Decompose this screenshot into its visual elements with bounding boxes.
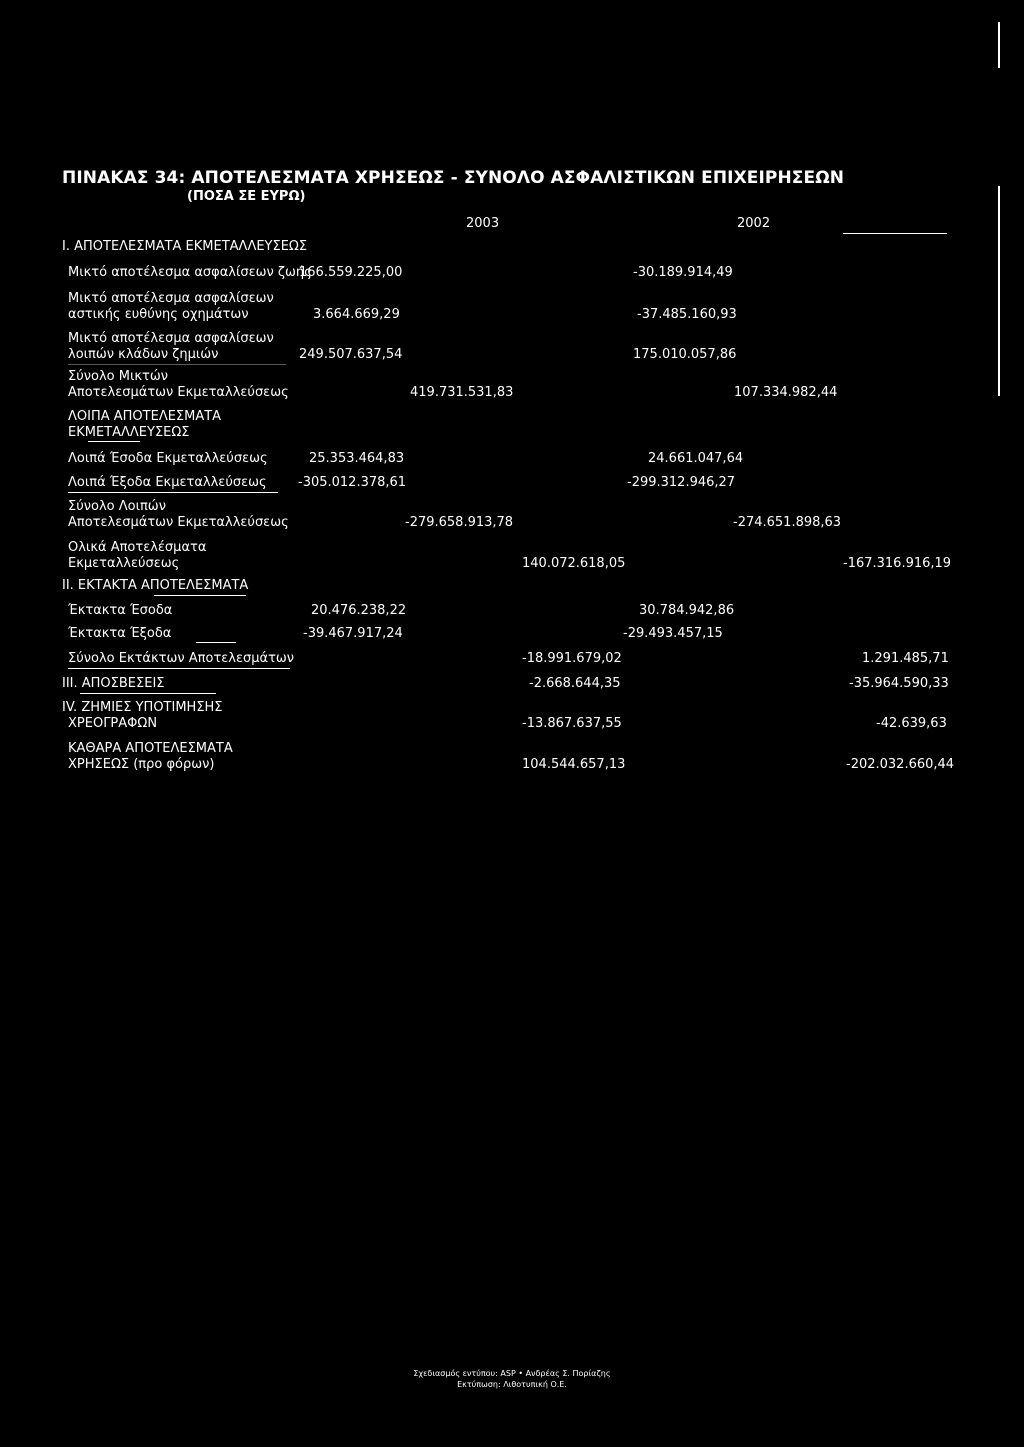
row-other-branches-2003: 249.507.637,54 <box>299 347 403 362</box>
row-total-operating-label-1: Ολικά Αποτελέσματα <box>68 540 207 555</box>
row-impairment-label-2: ΧΡΕΟΓΡΑΦΩΝ <box>68 716 158 731</box>
row-depreciation-2003: -2.668.644,35 <box>529 676 621 691</box>
year-2003-header: 2003 <box>466 216 500 231</box>
row-underline <box>196 642 236 643</box>
row-other-expenses-label: Λοιπά Έξοδα Εκμεταλλεύσεως <box>68 475 267 490</box>
row-other-branches-2002: 175.010.057,86 <box>633 347 737 362</box>
row-depreciation-2002: -35.964.590,33 <box>849 676 949 691</box>
row-underline <box>68 668 290 669</box>
row-total-mixed-2002: 107.334.982,44 <box>734 385 838 400</box>
row-total-extra-label: Σύνολο Εκτάκτων Αποτελεσμάτων <box>68 651 295 666</box>
row-divider <box>68 364 286 365</box>
row-impairment-2003: -13.867.637,55 <box>522 716 622 731</box>
row-total-extra-2003: -18.991.679,02 <box>522 651 622 666</box>
row-extra-expenses-label: Έκτακτα Έξοδα <box>68 626 172 641</box>
row-total-other-label-1: Σύνολο Λοιπών <box>68 499 166 514</box>
row-other-branches-label-2: λοιπών κλάδων ζημιών <box>68 347 219 362</box>
row-motor-2002: -37.485.160,93 <box>637 307 737 322</box>
row-net-results-label-1: ΚΑΘΑΡΑ ΑΠΟΤΕΛΕΣΜΑΤΑ <box>68 741 233 756</box>
page-title: ΠΙΝΑΚΑΣ 34: ΑΠΟΤΕΛΕΣΜΑΤΑ ΧΡΗΣΕΩΣ - ΣΥΝΟΛΟ ΑΣΦΑΛΙΣΤΙΚΩΝ ΕΠΙΧΕΙΡΗΣΕΩΝ <box>62 168 845 188</box>
row-net-results-2002: -202.032.660,44 <box>846 757 955 772</box>
section-1-heading: I. ΑΠΟΤΕΛΕΣΜΑΤΑ ΕΚΜΕΤΑΛΛΕΥΣΕΩΣ <box>62 239 308 254</box>
row-underline <box>68 492 278 493</box>
row-total-mixed-label-1: Σύνολο Μικτών <box>68 369 168 384</box>
row-total-other-2003: -279.658.913,78 <box>405 515 514 530</box>
row-extra-income-label: Έκτακτα Έσοδα <box>68 603 173 618</box>
row-other-branches-label-1: Μικτό αποτέλεσμα ασφαλίσεων <box>68 331 274 346</box>
row-motor-label-2: αστικής ευθύνης οχημάτων <box>68 307 249 322</box>
row-extra-income-2002: 30.784.942,86 <box>639 603 735 618</box>
header-divider <box>843 233 947 234</box>
row-motor-2003: 3.664.669,29 <box>313 307 400 322</box>
row-other-income-2002: 24.661.047,64 <box>648 451 744 466</box>
row-other-income-label: Λοιπά Έσοδα Εκμεταλλεύσεως <box>68 451 268 466</box>
print-credits <box>362 1368 662 1390</box>
row-motor-label-1: Μικτό αποτέλεσμα ασφαλίσεων <box>68 291 274 306</box>
page-subtitle: (ΠΟΣΑ ΣΕ ΕΥΡΩ) <box>187 189 306 204</box>
row-extra-income-2003: 20.476.238,22 <box>311 603 407 618</box>
section-2-heading: II. ΕΚΤΑΚΤΑ ΑΠΟΤΕΛΕΣΜΑΤΑ <box>62 578 249 593</box>
row-total-operating-2002: -167.316.916,19 <box>843 556 952 571</box>
row-impairment-label-1: IV. ΖΗΜΙΕΣ ΥΠΟΤΙΜΗΣΗΣ <box>62 700 223 715</box>
section-2-underline <box>154 595 246 596</box>
row-impairment-2002: -42.639,63 <box>876 716 947 731</box>
row-net-results-2003: 104.544.657,13 <box>522 757 626 772</box>
row-total-operating-2003: 140.072.618,05 <box>522 556 626 571</box>
row-total-mixed-2003: 419.731.531,83 <box>410 385 514 400</box>
row-total-mixed-label-2: Αποτελεσμάτων Εκμεταλλεύσεως <box>68 385 289 400</box>
edge-mark-side <box>998 186 1000 396</box>
row-total-other-2002: -274.651.898,63 <box>733 515 842 530</box>
heading-underline <box>88 441 140 442</box>
row-other-income-2003: 25.353.464,83 <box>309 451 405 466</box>
edge-mark-top <box>998 22 1000 68</box>
row-life-label: Μικτό αποτέλεσμα ασφαλίσεων ζωής <box>68 265 312 280</box>
row-life-2003: 166.559.225,00 <box>299 265 403 280</box>
other-results-heading-2: ΕΚΜΕΤΑΛΛΕΥΣΕΩΣ <box>68 425 190 440</box>
row-extra-expenses-2003: -39.467.917,24 <box>303 626 403 641</box>
row-life-2002: -30.189.914,49 <box>633 265 733 280</box>
row-other-expenses-2002: -299.312.946,27 <box>627 475 736 490</box>
row-other-expenses-2003: -305.012.378,61 <box>298 475 407 490</box>
row-total-extra-2002: 1.291.485,71 <box>862 651 949 666</box>
other-results-heading-1: ΛΟΙΠΑ ΑΠΟΤΕΛΕΣΜΑΤΑ <box>68 409 222 424</box>
row-total-other-label-2: Αποτελεσμάτων Εκμεταλλεύσεως <box>68 515 289 530</box>
row-underline <box>80 693 216 694</box>
row-total-operating-label-2: Εκμεταλλεύσεως <box>68 556 180 571</box>
print-credits-design: Σχεδιασμός εντύπου: ASP • Ανδρέας Σ. Πορίαζης <box>413 1369 611 1378</box>
year-2002-header: 2002 <box>737 216 771 231</box>
print-credits-printing: Εκτύπωση: Λιθοτυπική Ο.Ε. <box>457 1380 567 1389</box>
row-depreciation-label: III. ΑΠΟΣΒΕΣΕΙΣ <box>62 676 165 691</box>
row-net-results-label-2: ΧΡΗΣΕΩΣ (προ φόρων) <box>68 757 215 772</box>
row-extra-expenses-2002: -29.493.457,15 <box>623 626 723 641</box>
